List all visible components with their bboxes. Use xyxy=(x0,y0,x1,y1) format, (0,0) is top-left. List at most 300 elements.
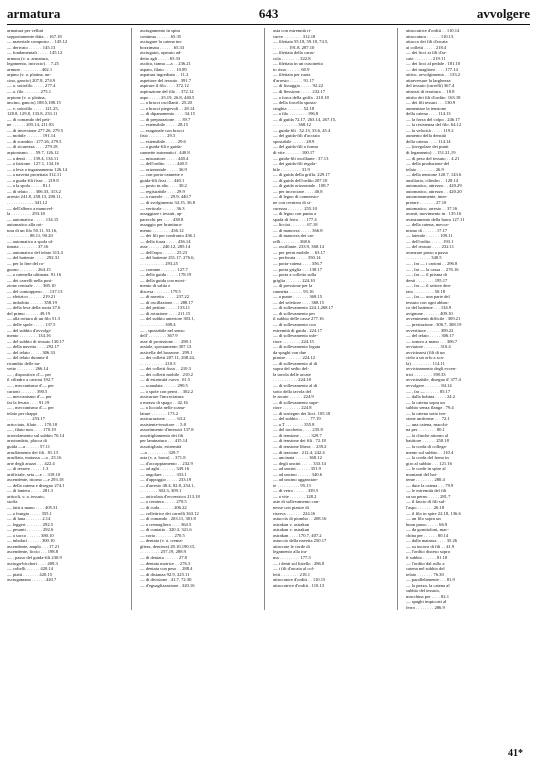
index-entry: — su incavo di fili . . 41.9 xyxy=(406,543,455,549)
index-entry: . . . . . . . . 302.3, 309.1 xyxy=(140,488,182,494)
index-entry: sione uniforme . . . 72.1 xyxy=(406,416,450,422)
index-entry: — piatti . . . . . . . 420.15 xyxy=(7,571,53,577)
index-entry: — perforata . . . . . 350.14 xyxy=(273,255,321,261)
index-entry: — le estremità del fili xyxy=(406,488,447,494)
index-entry: riore . . . . . . . . 224.8 xyxy=(273,405,312,411)
index-entry: — filettata della carru- xyxy=(273,50,315,56)
index-entry: gliera, dentiera) 28.10,190.15, xyxy=(140,543,196,549)
column-1 xyxy=(7,28,132,610)
index-entry: guono . . . . . . . . 264.15 xyxy=(7,266,51,272)
index-entry: — coltelli . . . . . . 420.14 xyxy=(7,566,54,572)
index-entry: aspettore del tessuto . 391.7 xyxy=(140,77,192,83)
index-entry: — del guida-fili a forma xyxy=(273,144,318,150)
index-entry: — , meccanismo d'— per xyxy=(7,383,54,388)
index-entry: — a ruzzole . . . 29.9, 440.7 xyxy=(140,194,192,200)
index-entry: aspo . . . . . 25.19, 26.8, 440.5 xyxy=(140,94,195,100)
index-entry: — dell'ordito . . . . . 193.1 xyxy=(406,238,454,244)
index-entry: spostabile . . . . . . 28.9 xyxy=(273,138,315,144)
index-entry: — di sollevamento legata xyxy=(273,344,321,350)
index-entry: — d'appoggio . . . . . 233.19 xyxy=(140,477,192,483)
index-entry: — a guida-fili fisse . . 219.8 xyxy=(7,177,59,183)
index-entry: avvertitore . . . . . . 309.22 xyxy=(406,327,454,333)
index-entry: — , filato non . . . . 170.19 xyxy=(7,427,56,433)
index-entry: . . . . . . . . . . . 293.25 xyxy=(140,260,178,266)
index-entry: attaccare le corde di xyxy=(273,543,310,549)
index-entry: il subbio . . . . . . 81.18 xyxy=(406,554,448,560)
index-entry: — dei guida-fili regola- xyxy=(273,161,317,167)
index-entry: — a T . . . . . . . . 355.8 xyxy=(273,421,315,427)
index-entry: — la corda del freno in xyxy=(406,455,449,461)
index-entry: . . . . . . . . . . . 309.4 xyxy=(140,321,176,327)
index-entry: ausiliario, cilindro . . 128.14 xyxy=(406,177,459,183)
index-entry: asciugamento in spira xyxy=(140,28,181,33)
index-entry: la . . . . . . . . . 293.18 xyxy=(7,211,45,217)
index-entry: — con porta-cannette e xyxy=(140,172,183,178)
index-entry: — , dispositivo d'— per xyxy=(7,371,52,377)
index-entry: l'aspo . . . . . . . 26.18 xyxy=(406,505,445,511)
index-entry: avanzamento della barra 127.11 xyxy=(406,216,465,222)
index-entry: assaggio per brunitura- xyxy=(140,222,183,228)
index-entry: — il fascio di fili sul- xyxy=(406,499,446,505)
index-entry: — della navetta . . . . 292.17 xyxy=(7,344,60,350)
index-entry: astuccio della navetta 250.17 xyxy=(273,538,327,544)
index-entry: — del guida-fili d'acciaio xyxy=(273,133,320,139)
index-entry: — parallelamente . . . 81.9 xyxy=(406,577,455,583)
index-entry: — i denti sul listello . 286.8 xyxy=(273,560,325,566)
index-entry: — la corda di collega- xyxy=(406,444,448,450)
index-entry: — l'ordito disteso sopra xyxy=(406,549,450,555)
index-entry: ne con cerniera di si- xyxy=(273,199,312,205)
index-entry: aspirare il filo . . . . 372.12 xyxy=(140,83,189,89)
index-entry: arpione (v. a. platina, xyxy=(7,94,46,100)
index-entry: avignone . . . . . . . 409.10 xyxy=(406,310,453,316)
index-entry: — del subbio d'avvolgi- xyxy=(7,327,52,333)
index-entry: subbio senza flange . 79.4 xyxy=(406,405,454,411)
index-entry: co del battente . . . 134.9 xyxy=(406,305,452,311)
index-entry: — imbobito . . . . . . 358.19 xyxy=(7,299,57,305)
index-entry: — della catena e disegno 274.1 xyxy=(7,482,65,488)
index-entry: artificiale, seta —e . . 318.10 xyxy=(7,471,61,477)
index-entry: piastre . . . . . . . 224.12 xyxy=(273,355,316,361)
index-entry: subbio del tessuto, xyxy=(406,588,441,594)
index-entry: arrotondato, placca di xyxy=(7,438,47,444)
index-entry: — dell'aspo . . . . . . 25.23 xyxy=(140,249,188,255)
index-entry: fissi . . . . . . . . 29.3 xyxy=(140,133,176,139)
index-entry: — alla rottura di un filo 51.3 xyxy=(7,316,60,322)
index-entry: — le corde in spire al xyxy=(406,466,446,472)
index-entry: — derivato . . . . . . 145.13 xyxy=(7,44,56,50)
index-entry: — del contrappeso . . . 137.13 xyxy=(7,288,63,294)
index-entry: — di manovra . . . . . 366.8 xyxy=(273,227,323,233)
index-entry: — comune . . . . . . . 127.7 xyxy=(140,266,188,272)
index-entry: — angolare . . . . . . 333.1 xyxy=(140,471,187,477)
index-entry: — dentata (v. a. crema- xyxy=(140,538,184,544)
page-header xyxy=(7,6,530,20)
index-entry: asse . . . . . . 240.12, 285.14 xyxy=(140,244,191,250)
index-entry: — a. sottofilo . . . . . 277.4 xyxy=(7,83,56,89)
index-entry: automatico, attrezzo . . 420.20 xyxy=(406,188,462,194)
index-entry: attrito dei fili d'ordito. 163.18 xyxy=(406,94,461,100)
index-entry: avviatore . . . . . . . 310.4 xyxy=(406,344,451,350)
index-entry: buon passo . . . . . 66.9 xyxy=(406,521,448,527)
index-entry: avvolgere . . . . . . . 84.14 xyxy=(406,383,452,388)
index-entry: aumento della densità xyxy=(406,133,447,139)
index-entry: automatico alla rot- xyxy=(7,222,43,228)
index-entry: — dei carrelli nella posi- xyxy=(7,277,53,283)
index-entry: asciuga-biccheri . . . . 409.3 xyxy=(7,560,58,566)
index-entry: ascendente, ritorno —e 293.18 xyxy=(7,477,64,483)
index-entry: — di sostegno dei licci. 105.18 xyxy=(273,410,331,416)
index-entry: giro al subbio . . . 121.16 xyxy=(406,460,452,466)
index-entry: — della tensione 120.7, 143.6 xyxy=(406,172,462,178)
index-entry: asciugamano . . . . . . 420.7 xyxy=(7,577,57,583)
index-entry: telaio . . . . . . . . 26.9 xyxy=(406,166,444,172)
index-entry: — , meccanismo d'— per xyxy=(7,405,54,411)
index-entry: — la catena sotto ten- xyxy=(406,410,447,416)
index-entry: — da gomitoloni, mac- xyxy=(406,527,449,533)
index-entry: — prestazione . 306.7, 308.19 xyxy=(406,321,462,327)
index-entry: — per la fine del ro- xyxy=(7,260,45,266)
index-entry: na per . . . . . . . . 80.1 xyxy=(406,427,445,433)
entry-columns xyxy=(7,28,530,610)
index-entry: sotto della tavola del xyxy=(273,388,312,394)
index-entry: — leggeri . . . . . . . 292.5 xyxy=(7,521,54,527)
index-entry: del primo . . . . . . 49.19 xyxy=(7,310,50,316)
index-entry: — del tacchetto . . . . 235.8 xyxy=(273,427,323,433)
index-entry: curve . . . . . . . . 312.18 xyxy=(273,33,316,39)
index-entry: — a guida-fili e guida- xyxy=(140,144,183,150)
index-entry: da spaghi con due xyxy=(273,349,307,355)
index-entry: astuccio di piombo . . 208.16 xyxy=(273,516,327,522)
column-3 xyxy=(273,28,398,610)
index-entry: — dei maglioni . . . . 177.14 xyxy=(406,66,458,72)
index-entry: — dure la catena . . . 79.9 xyxy=(406,482,454,488)
index-entry: assistente-tessitore . . 5.8 xyxy=(140,421,186,427)
index-entry: — di svolgimento 34.15, 36.8 xyxy=(140,199,195,205)
index-entry: — a navetta proiettata 312.11 xyxy=(7,172,62,178)
index-entry: dell' . . . . . . . . 367.9 xyxy=(140,333,178,339)
index-entry: — a bracci piegevoli . . 28.14 xyxy=(140,105,195,111)
index-entry: — a frizione . 127.1, 134.16 xyxy=(7,161,59,167)
index-entry: nesse con piastre di xyxy=(273,505,309,511)
index-entry: china per . . . . . . 80.14 xyxy=(406,532,449,538)
index-entry: — dentata con peso . . 288.4 xyxy=(140,566,193,572)
index-entry: — a denti . . . 139.4, 134.11 xyxy=(7,155,59,161)
index-entry: — la clinche attorno al xyxy=(406,432,449,438)
index-entry: aspatura ingrediata . . 11.2 xyxy=(140,72,189,78)
index-entry: cannette automatici . 440.8 xyxy=(140,150,190,156)
index-entry: — porta griglia . . . 138.17 xyxy=(273,266,322,272)
index-entry: arruffamento dei fili . 81.13 xyxy=(7,449,58,455)
index-entry: — v. sottofilo . . . . . 121.25, xyxy=(7,105,59,111)
index-entry: — di comando . 203.11, 301.8 xyxy=(140,516,196,522)
index-entry: — guida-fili . 32.13, 33.6, 45.4 xyxy=(273,127,331,133)
index-entry: della catena . . . . 114.13 xyxy=(406,111,451,117)
index-entry: cinghia . . . . . . . 52.18 xyxy=(273,105,315,111)
index-entry: . . . . . . . . . . . 224.18 xyxy=(273,377,311,383)
index-entry: mento di salita e xyxy=(140,283,171,289)
index-entry: — del pettine . . . . . 133.11 xyxy=(140,305,191,311)
index-entry: — di sollevamento 224.1,268.17 xyxy=(273,305,334,311)
index-entry: — ad uncino . . . . . . 340.6 xyxy=(273,471,322,477)
index-entry: — di pressione per la xyxy=(273,283,313,289)
index-entry: — di telaio . . . 306.33, 313.2 xyxy=(7,188,61,194)
index-entry: griglia . . . . . . . 224.10 xyxy=(273,277,315,283)
index-entry: ascendente, liccio . . . 198.8 xyxy=(7,549,59,555)
index-entry: . . . . . . . . . . . 340.5 xyxy=(406,255,442,261)
index-entry: avvenimenti difficile . 309.21 xyxy=(406,316,461,322)
index-entry: — , far — il settore den- xyxy=(406,283,452,289)
index-entry: — di distanza 92.9, 225.11 xyxy=(140,571,190,577)
column-2 xyxy=(140,28,265,610)
index-entry: nismo di . . . . . . 17.17 xyxy=(406,227,448,233)
index-entry: — di trazione . 212.4, 242.4 xyxy=(273,449,325,455)
index-entry: cannetta . . . . . . 93.16 xyxy=(273,288,314,294)
index-entry: — del subbio anteriore 303.1, xyxy=(140,316,195,322)
index-entry: — per perni mobile . . 63.17 xyxy=(273,249,326,255)
index-entry: — corta . . . . . . . . 270.5 xyxy=(140,532,185,538)
index-entry: — di scambio . 277.26, 279.5 xyxy=(7,138,62,144)
index-entry: spada di ferro . . . 177.4 xyxy=(273,216,317,222)
index-entry: — di inversione 277.26, 279.5 xyxy=(7,127,64,133)
index-entry: — un filo sopra un xyxy=(406,516,441,522)
index-entry: trici . . . . . . . . 198.33 xyxy=(406,371,446,377)
index-entry: — a spole con perni . . 302.2 xyxy=(140,388,194,394)
index-entry: — registrabile . . . . 29.9 xyxy=(140,188,185,194)
index-entry: ascitto, trama —a . . 236.21 xyxy=(140,61,191,67)
index-entry: — delle spole . . . . . 137.5 xyxy=(7,321,56,327)
index-entry: — tubolari . . . . . . 300.10 xyxy=(7,538,55,544)
index-entry: — di peso del tessuto . . 4.21 xyxy=(406,155,460,161)
index-entry: — a punte . . . . . . . 368.15 xyxy=(273,294,322,300)
index-entry: arpionismo . . . 59.7, 126.12 xyxy=(7,150,59,156)
index-entry: — la forza del colpo . 246.17 xyxy=(406,116,460,122)
index-entry: per laminatura . . . 415.14 xyxy=(140,438,188,444)
index-entry: — laterale . . . . . . 109.11 xyxy=(406,233,453,239)
index-entry: tessuto con ogni abbas- xyxy=(406,299,449,305)
index-entry: — a filo . . . . . . . . 196.8 xyxy=(273,111,319,117)
page-number: 643 xyxy=(258,6,279,21)
index-entry: ne . . . . . . 205.14, 211.83 xyxy=(7,122,54,128)
index-entry: — porta-catena . . . . 356.7 xyxy=(273,260,323,266)
index-entry: — a sacco . . . . . . 380.10 xyxy=(7,532,54,538)
index-entry: attacco dei fili d'arcata xyxy=(406,39,448,45)
index-entry: — di comando del peti- xyxy=(7,116,51,122)
index-entry: — a forca della griffa . 210.18 xyxy=(273,94,329,100)
index-entry: 128.8, 129.8, 133.8, 233.11 xyxy=(7,111,58,117)
index-entry: — a licciola nelle scana- xyxy=(140,405,186,411)
index-entry: — ad aghi . . . . . . . 349.16 xyxy=(140,466,189,472)
index-entry: — filettata per ruota xyxy=(273,72,311,78)
index-entry: aspirazione del filo . . 372.12 xyxy=(140,89,194,95)
index-entry: assicella del bozzone . 299.1 xyxy=(140,349,193,355)
index-entry: — , far — i cartoni . . 296.8 xyxy=(406,260,458,266)
index-entry: tato . . . . . . . . . 50.18 xyxy=(406,288,446,294)
index-entry: attaccatura . . . . . . 110.13 xyxy=(406,33,454,39)
index-entry: — sonoro a mano . . . 306.7 xyxy=(406,338,458,344)
index-entry: guida —a . . . . . . 57.11 xyxy=(7,444,51,450)
index-entry: parecchi per . . . . 438.8 xyxy=(140,216,184,222)
index-entry: — di dipanamento . . . . 34.15 xyxy=(140,111,195,117)
index-entry: sopportamente ditta . . 167.18 xyxy=(7,33,62,39)
index-entry: — di lana . . . . . . . 2.14 xyxy=(7,516,51,522)
index-entry: to risso . . . . . . 60.9 xyxy=(273,66,310,72)
index-entry: relli . . . . . . . . 368.6 xyxy=(273,238,311,244)
index-entry: cola . . . . . . . . 322.8 xyxy=(273,55,311,61)
index-entry: — di rotazione . . . . 211.15 xyxy=(140,310,191,316)
index-entry: la tavola delle arcate xyxy=(273,371,311,377)
index-entry: ascendente, amplo . . . 17.21 xyxy=(7,543,60,549)
index-entry: — a bracci oscillanti . 25.20 xyxy=(140,100,192,106)
index-entry: . . . . . . . . . . 88.11, 90.20 xyxy=(7,233,53,239)
index-entry: il cilindro a cartoni 192.7 xyxy=(7,377,54,383)
index-entry: telaio per drappi xyxy=(7,410,38,416)
index-entry: — filettata in un cuscinetto xyxy=(273,61,324,67)
index-entry: catena nel subbio del xyxy=(406,566,445,572)
index-entry: — dell'albero a manovel- xyxy=(7,205,54,211)
index-entry: — fondamentali . . . . . 145.12 xyxy=(7,50,63,56)
index-entry: ai colletti . . . . . 218.4 xyxy=(406,44,447,50)
index-entry: asciugare la catena im- xyxy=(140,39,183,45)
index-entry: aste di sollevamento con- xyxy=(273,499,320,505)
index-entry: — misuratore . . . . . 440.4 xyxy=(140,155,189,161)
index-entry: — della forcella sposta- xyxy=(273,100,318,106)
index-entry: — guida-fili oscillante . 37.13 xyxy=(273,155,329,161)
index-entry: cino, gancio) 207.8, 274.9 xyxy=(7,77,56,83)
index-entry: timata . . . . . . . . 37.16 xyxy=(7,244,49,250)
index-entry: astrakan v. astrakan xyxy=(273,521,310,527)
index-entry: assicurare l'incrociatura xyxy=(140,394,184,400)
index-entry: — , far — il prisma di xyxy=(406,272,447,278)
index-entry: ma . . . . . . . . . 177.5 xyxy=(273,554,311,560)
index-entry: armure . . . . . . . . . 402.1 xyxy=(7,66,53,72)
index-entry: — dalla bobina . . . . . 24.2 xyxy=(406,394,455,400)
index-entry: — uncinata . . . . . . 368.12 xyxy=(273,455,322,461)
index-entry: — d'accoppiamento . . 232.9 xyxy=(140,460,193,466)
index-entry: armatura per velluti xyxy=(7,28,44,33)
index-entry: le arcate . . . . . . 224.9 xyxy=(273,394,314,400)
index-entry: — di laniera . . . . . 281.3 xyxy=(7,488,53,494)
index-entry: — di preparazione . . . 39.7 xyxy=(140,116,191,122)
index-entry: — a catenella ultimata. 91.16 xyxy=(7,272,62,278)
index-entry: — di tensione dei fili . 72.18 xyxy=(273,438,326,444)
index-entry: asta (v. a. barra) . . 371.8 xyxy=(140,455,186,461)
index-entry: riore . . . . . . . . 224.15 xyxy=(273,338,314,344)
index-entry: avanti, movimento in . 135.16 xyxy=(406,211,462,217)
index-entry: detto agli . . . . . 65.33 xyxy=(140,55,181,61)
index-entry: — a la spola . . . . . 81.1 xyxy=(7,183,51,189)
index-entry: assiale, spostamento 307.13 xyxy=(140,344,192,350)
index-entry: — di tensione libera . . 239.2 xyxy=(273,444,327,450)
index-entry: — di guida 72.17, 263.14, 267.15, xyxy=(273,116,337,122)
index-entry: — a vite . . . . . . . 128.2 xyxy=(273,493,317,499)
index-entry: mento . . . . . . . . 436.12 xyxy=(140,227,184,233)
index-entry: te . . . . . . . . . . 95.13 xyxy=(273,482,311,488)
index-entry: —a . . . . . . . . . 329.7 xyxy=(140,449,179,455)
index-entry: automatico, arresto . . 37.16 xyxy=(406,205,458,211)
index-entry: — del battente . . . . . 292.31 xyxy=(7,255,60,261)
index-entry: — per incrociare . . . . 40.8 xyxy=(273,188,323,194)
index-entry: — il filo in spire 22.18, 136.6 xyxy=(406,510,461,516)
index-entry: — mobile . . . . . . . 191.14 xyxy=(7,133,56,139)
index-entry: automatico, attrezzo . . 420.29 xyxy=(406,183,462,189)
index-entry: — l'ordito dal rullo a xyxy=(406,560,445,566)
header-left-guideword: armatura xyxy=(7,6,61,21)
index-entry: a mezzo di spago . . 42.16 xyxy=(140,399,188,405)
index-entry: — di divisione . 41.7, 72.30 xyxy=(140,577,192,583)
index-entry: curezza . . . . . . . 255.10 xyxy=(273,205,317,211)
index-entry: assicurazione . . . . . 63.2 xyxy=(140,416,186,422)
index-entry: estremità di guida . 224.17 xyxy=(273,327,322,333)
index-entry: del tessuto (carrelli) 367.4 xyxy=(406,83,455,89)
index-entry: — di sicurezza . . . . 279.18 xyxy=(7,144,58,150)
index-entry: bozzimata . . . . . . 65.33 xyxy=(140,44,185,50)
index-entry: — articolata d'eccentrico 213.18 xyxy=(140,493,200,499)
index-entry: avvicinarsi (fili di un xyxy=(406,349,445,355)
index-entry: astrakan . . . . 170.7, 407.2 xyxy=(273,532,322,538)
index-entry: ricambio delle na- xyxy=(7,360,41,366)
index-entry: di vite . . . . . . . 100.17 xyxy=(273,150,315,156)
index-entry: attaccatrice d'orditi . . 110.14 xyxy=(406,28,460,33)
index-entry: — pesanti . . . . . . . 292.6 xyxy=(7,527,54,533)
index-entry: — , passo del guida-fili 230.9 xyxy=(7,554,62,560)
index-entry: articoli, v. a. tessuto, xyxy=(7,493,45,499)
index-entry: — di tensione . . . . . 329.7 xyxy=(273,432,322,438)
index-entry: — dei fili per confronto 436.1 xyxy=(140,233,196,239)
index-entry: — la resistenza del filo. 64.12 xyxy=(406,122,462,128)
index-entry: — di sollevamento al di xyxy=(273,360,318,366)
index-entry: pretare . . . . . . . 27.10 xyxy=(406,199,447,205)
index-entry: avvicinabile, disegno d' 377.4 xyxy=(406,377,461,383)
column-4 xyxy=(406,28,530,610)
index-entry: — dei licci al pedale . 181.10 xyxy=(406,61,461,67)
index-entry: — (irregolare dei punti xyxy=(406,144,449,150)
index-entry: — automatico del telaio 313.4 xyxy=(7,249,63,255)
index-entry: — del battente 251.17, 276.6, xyxy=(140,255,195,261)
index-entry: — oscillante. 233.9, 368.14 xyxy=(273,244,324,250)
index-entry: il subbio delle casse 277.16 xyxy=(273,316,324,322)
index-entry: — di sollevamento infe- xyxy=(273,333,318,339)
index-entry: asciugatoi, operaio ad- xyxy=(140,50,182,56)
index-entry: — di dentato . . . . . . 27.8 xyxy=(140,554,187,560)
header-rule xyxy=(7,24,530,25)
index-entry: legamento, incrocio) . . 7.25 xyxy=(7,61,59,67)
index-entry: di legamento) . . 151.21,19 xyxy=(406,150,456,156)
index-entry: — della catena, mecca- xyxy=(406,222,450,228)
index-entry: — verticale . . . . . . 36.3 xyxy=(140,205,185,211)
index-entry: — del telaio durante il xyxy=(7,355,49,361)
index-entry: denti . . . . . . . . 195.17 xyxy=(406,277,448,283)
index-entry: — esagonale con bracci xyxy=(140,127,185,133)
index-entry: — di fissaggio . . . . . 92.22 xyxy=(273,83,324,89)
index-entry: — della leva della ruota 37.6 xyxy=(7,305,61,311)
index-entry: — , far — la cassa . . 276.16 xyxy=(406,266,459,272)
index-entry: — d'arresto 48.4, 82.8, 254.1, xyxy=(140,482,195,488)
index-entry: attivo, avvolgimento . . 133.2 xyxy=(406,72,461,78)
index-entry: — d'eguaglizzazione . 320.16 xyxy=(140,582,195,588)
index-entry: — a cerniera . . . . . 270.5 xyxy=(140,499,187,505)
index-entry: . . . . . . . 191.8, 287.10 xyxy=(273,44,315,50)
index-entry: assottigliamento dei fili xyxy=(140,432,184,438)
index-entry: — la catena sopra un xyxy=(406,399,445,405)
index-entry: — dei licci ai fili d'ar- xyxy=(406,50,447,56)
index-entry: — meccanismo d'— per xyxy=(7,394,52,400)
index-entry: telaio . . . . . . . 76.30 xyxy=(406,571,444,577)
index-entry: assottigliato, estremità xyxy=(140,444,182,450)
index-entry: . . . . . . . . . . . 368.12 xyxy=(273,122,311,128)
index-entry: — , spostabile nel senso xyxy=(140,327,185,333)
index-entry: battitore . . . . . . 250.18 xyxy=(406,438,449,444)
